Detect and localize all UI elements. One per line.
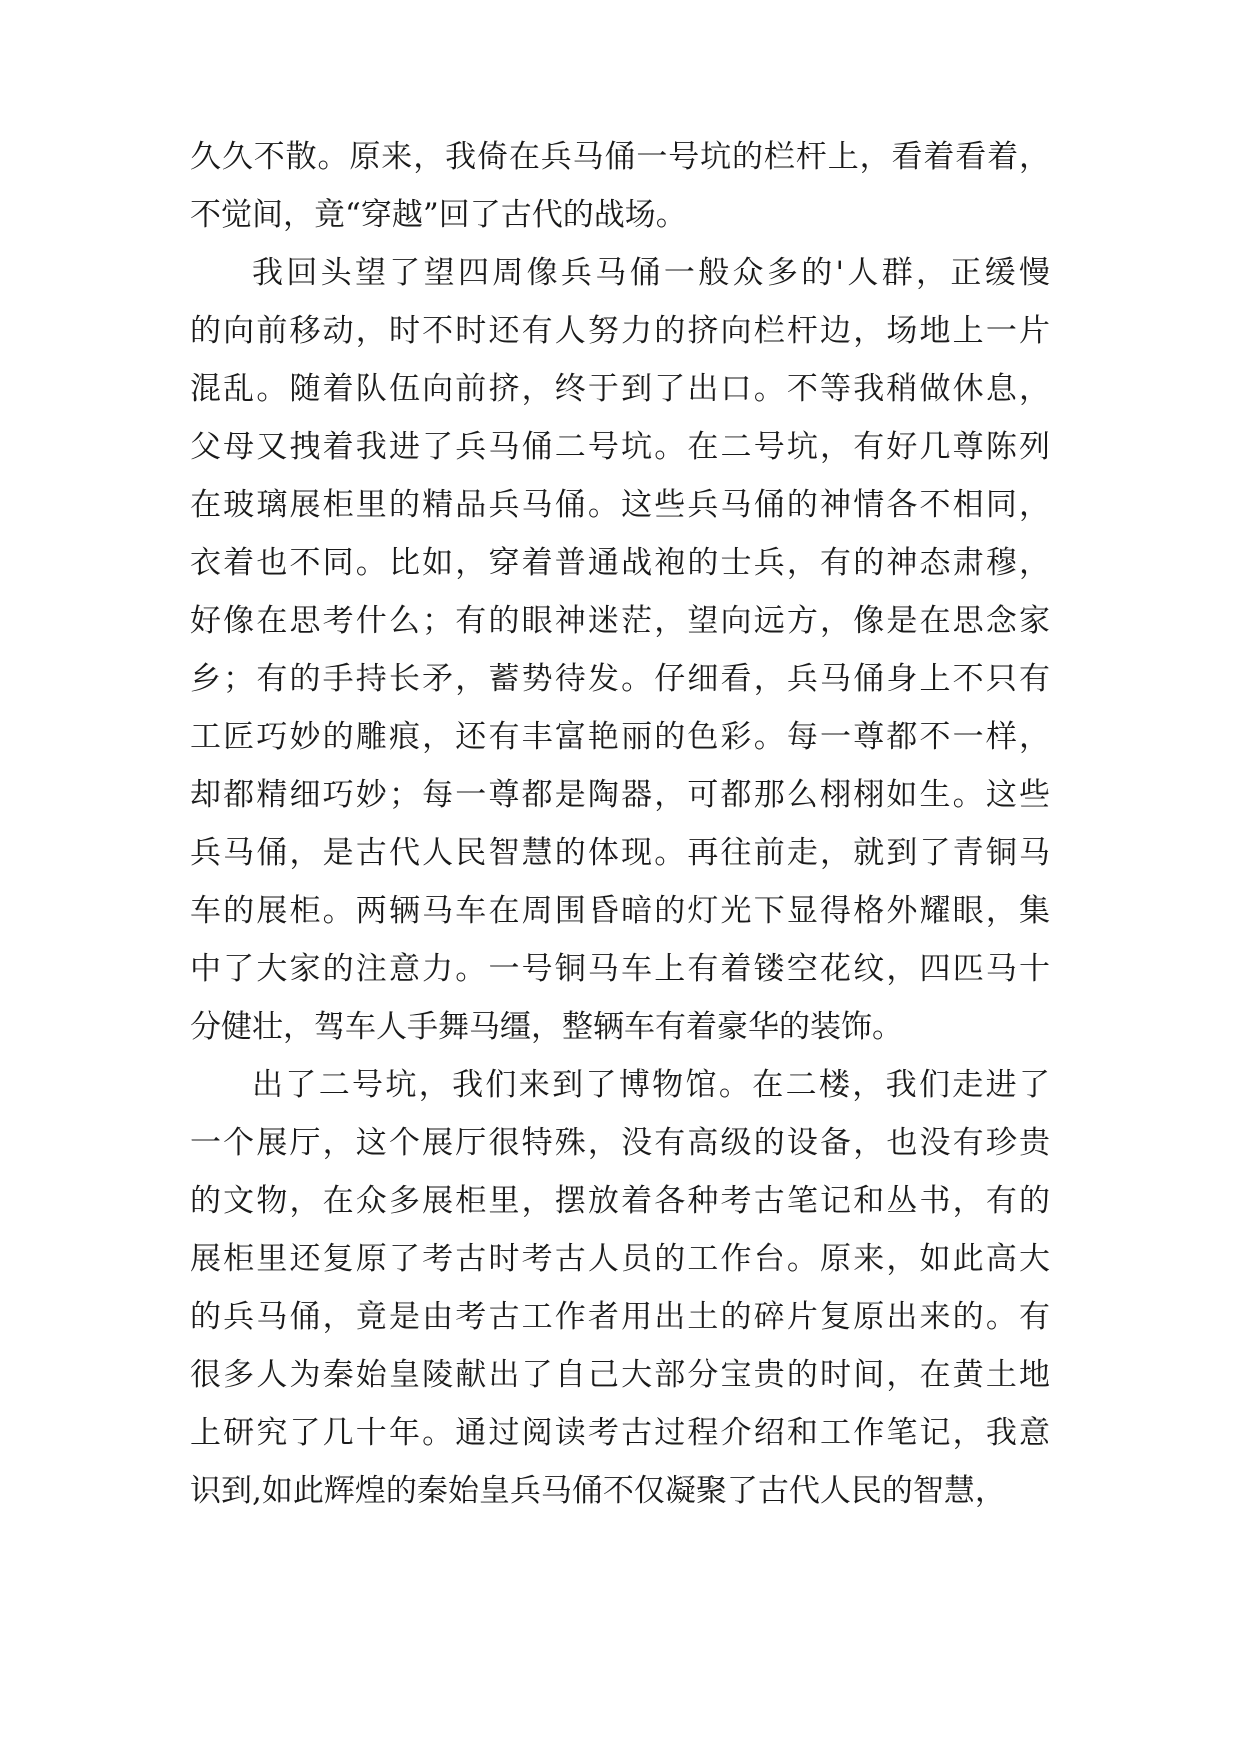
paragraph — [190, 244, 1050, 1056]
text-line: 很多人为秦始皇陵献出了自己大部分宝贵的时间，在黄土地 — [190, 1357, 1050, 1393]
paragraph — [190, 128, 1050, 244]
text-line: 父母又拽着我进了兵马俑二号坑。在二号坑，有好几尊陈列 — [190, 429, 1050, 465]
text-line: 兵马俑，是古代人民智慧的体现。再往前走，就到了青铜马 — [190, 835, 1050, 871]
text-line: 在玻璃展柜里的精品兵马俑。这些兵马俑的神情各不相同， — [190, 487, 1050, 523]
text-line: 展柜里还复原了考古时考古人员的工作台。原来，如此高大 — [190, 1241, 1050, 1277]
text-line: 衣着也不同。比如，穿着普通战袍的士兵，有的神态肃穆， — [190, 545, 1050, 581]
text-line: 工匠巧妙的雕痕，还有丰富艳丽的色彩。每一尊都不一样， — [190, 719, 1050, 755]
text-line: 久久不散。原来，我倚在兵马俑一号坑的栏杆上，看着看着， — [190, 139, 1050, 175]
text-line: 却都精细巧妙；每一尊都是陶器，可都那么栩栩如生。这些 — [190, 777, 1050, 813]
document-body — [190, 128, 1050, 1520]
text-line: 我回头望了望四周像兵马俑一般众多的'人群，正缓慢 — [252, 255, 1050, 291]
text-line: 出了二号坑，我们来到了博物馆。在二楼，我们走进了 — [252, 1067, 1050, 1103]
text-line: 好像在思考什么；有的眼神迷茫，望向远方，像是在思念家 — [190, 603, 1050, 639]
paragraph — [190, 1056, 1050, 1520]
text-line: 的兵马俑，竟是由考古工作者用出土的碎片复原出来的。有 — [190, 1299, 1050, 1335]
text-line: 的向前移动，时不时还有人努力的挤向栏杆边，场地上一片 — [190, 313, 1050, 349]
text-line: 上研究了几十年。通过阅读考古过程介绍和工作笔记，我意 — [190, 1415, 1050, 1451]
text-line: 分健壮，驾车人手舞马缰，整辆车有着豪华的装饰。 — [190, 1009, 903, 1045]
text-line: 混乱。随着队伍向前挤，终于到了出口。不等我稍做休息， — [190, 371, 1050, 407]
text-line: 一个展厅，这个展厅很特殊，没有高级的设备，也没有珍贵 — [190, 1125, 1050, 1161]
text-line: 的文物，在众多展柜里，摆放着各种考古笔记和丛书，有的 — [190, 1183, 1050, 1219]
text-line: 车的展柜。两辆马车在周围昏暗的灯光下显得格外耀眼，集 — [190, 893, 1050, 929]
text-line: 乡；有的手持长矛，蓄势待发。仔细看，兵马俑身上不只有 — [190, 661, 1050, 697]
text-line: 不觉间，竟“穿越”回了古代的战场。 — [190, 197, 687, 233]
text-line: 中了大家的注意力。一号铜马车上有着镂空花纹，四匹马十 — [190, 951, 1050, 987]
text-line: 识到,如此辉煌的秦始皇兵马俑不仅凝聚了古代人民的智慧， — [190, 1473, 1006, 1509]
